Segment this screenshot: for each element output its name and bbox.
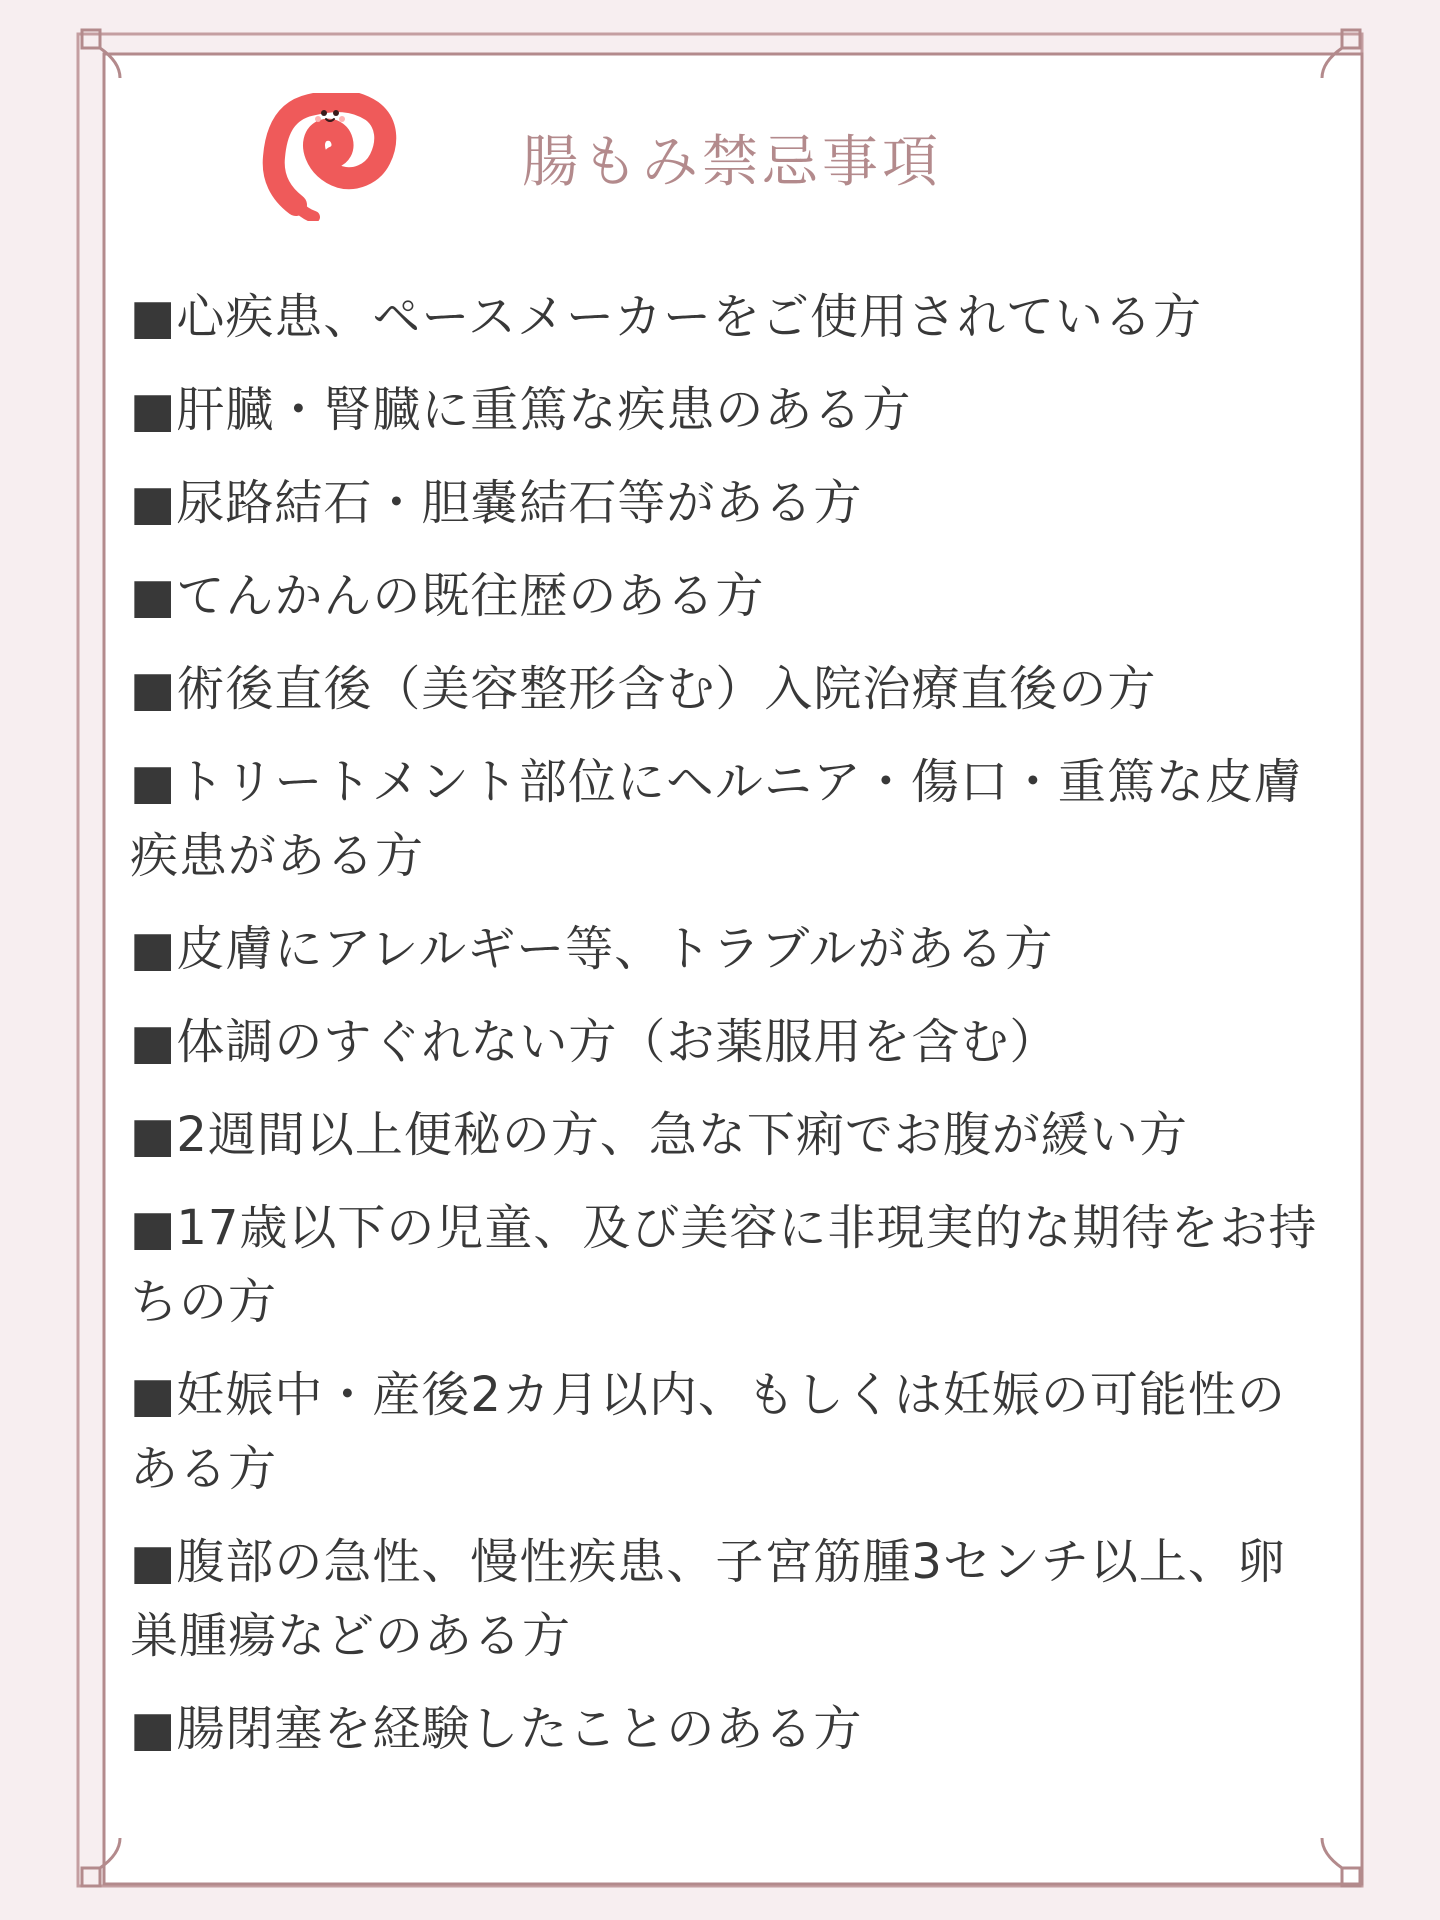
list-item: ■てんかんの既往歴のある方: [130, 568, 765, 624]
list-item: ■体調のすぐれない方（お薬服用を含む）: [130, 1014, 1059, 1070]
list-item: ■皮膚にアレルギー等、トラブルがある方: [130, 921, 1054, 977]
list-item: ■術後直後（美容整形含む）入院治療直後の方: [130, 661, 1157, 717]
list-item: ■尿路結石・胆嚢結石等がある方: [130, 475, 863, 531]
page-title: 腸もみ禁忌事項: [522, 130, 942, 195]
list-item: ■肝臓・腎臓に重篤な疾患のある方: [130, 382, 912, 438]
list-item: ■心疾患、ペースメーカーをご使用されている方: [130, 289, 1202, 345]
list-item: ■2週間以上便秘の方、急な下痢でお腹が緩い方: [130, 1107, 1188, 1163]
list-item: ■腹部の急性、慢性疾患、子宮筋腫3センチ以上、卵巣腫瘍などのある方: [130, 1534, 1286, 1664]
list-item: ■腸閉塞を経験したことのある方: [130, 1701, 863, 1757]
list-item: ■17歳以下の児童、及び美容に非現実的な期待をお持ちの方: [130, 1200, 1318, 1330]
list-item: ■妊娠中・産後2カ月以内、もしくは妊娠の可能性のある方: [130, 1367, 1286, 1497]
contraindication-list: [130, 280, 1320, 1785]
list-item: ■トリートメント部位にヘルニア・傷口・重篤な皮膚疾患がある方: [130, 754, 1303, 884]
intestine-mascot-icon: [262, 93, 398, 221]
